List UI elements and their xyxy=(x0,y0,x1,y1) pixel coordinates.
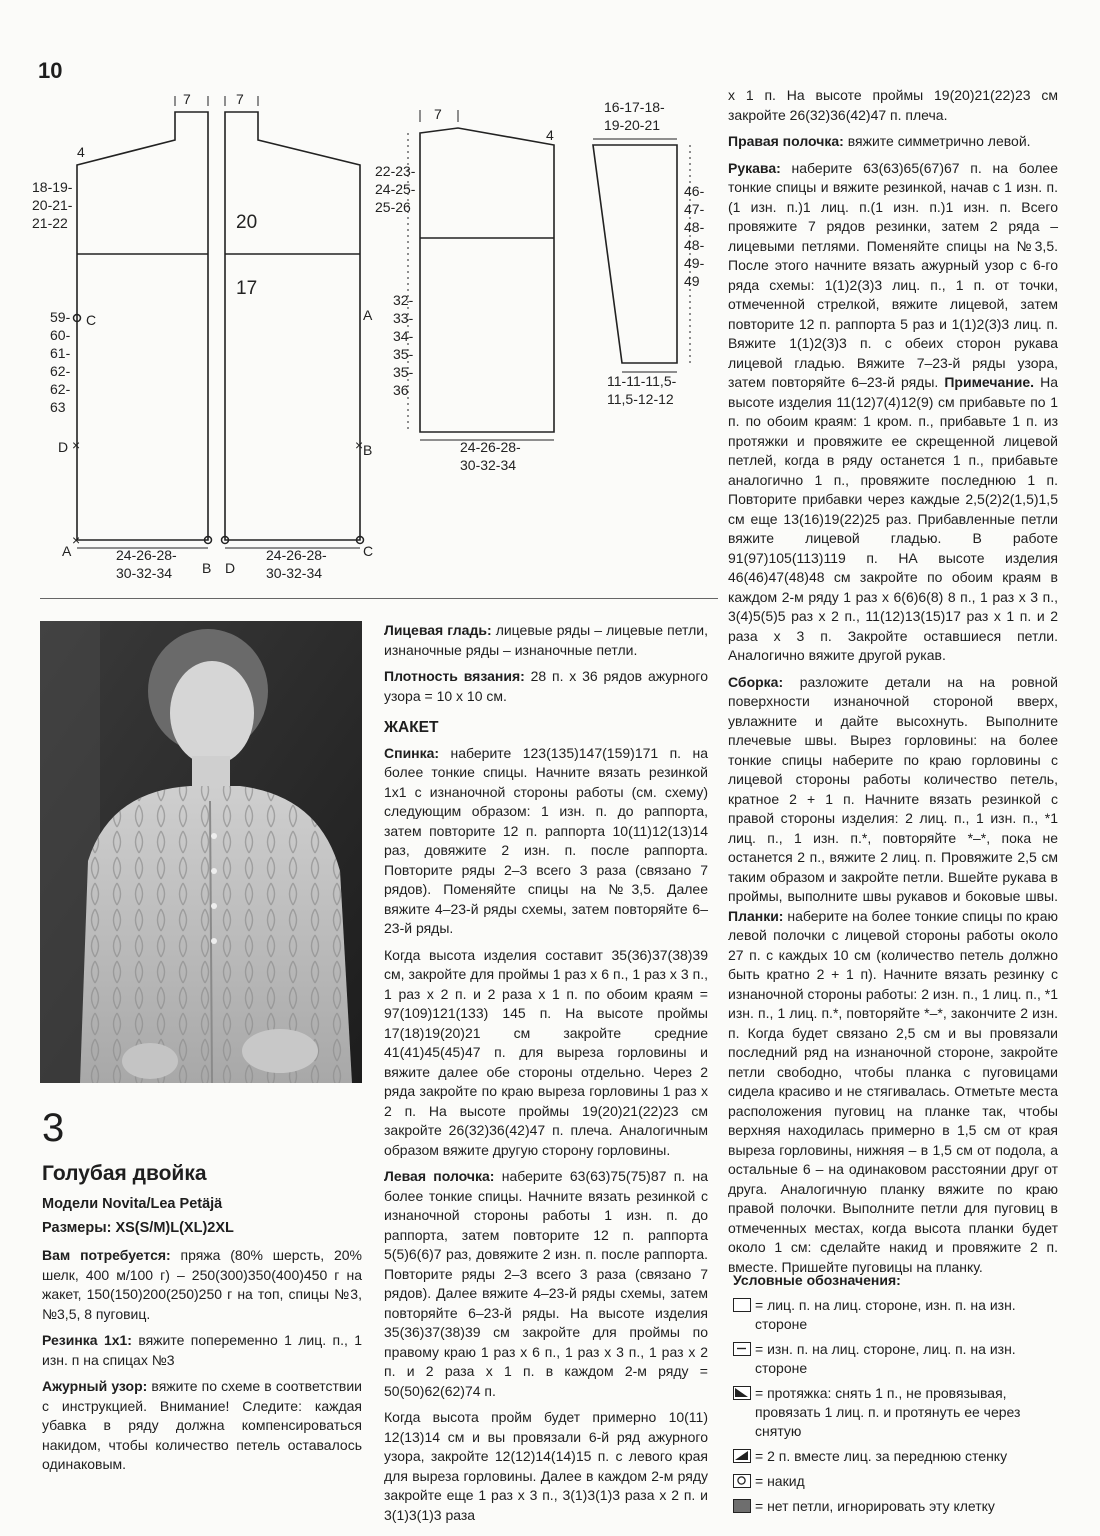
pattern-title: Голубая двойка xyxy=(42,1162,207,1185)
instructions-middle-column xyxy=(384,621,708,1532)
rib-paragraph: Резинка 1х1: вяжите попеременно 1 лиц. п., 1 изн. п на спицах №3 xyxy=(42,1332,362,1368)
marker-a-right-label: A xyxy=(363,307,373,323)
sleeve-length-2: 47- xyxy=(684,201,705,217)
legend-item: = изн. п. на лиц. стороне, лиц. п. на изн. стороне xyxy=(733,1340,1063,1378)
sleeve-top-2: 19-20-21 xyxy=(604,117,661,133)
marker-c-label: C xyxy=(86,312,97,328)
model-photo xyxy=(40,621,362,1083)
shoulder-slope-label: 4 xyxy=(77,144,85,160)
sleeve-outline xyxy=(593,145,677,363)
side-length-label-2: 60- xyxy=(50,327,71,343)
armhole-label-1: 18-19- xyxy=(32,179,73,195)
side-length-label-1: 59- xyxy=(50,309,71,325)
sleeve-bottom-2: 11,5-12-12 xyxy=(607,391,674,407)
left-front-paragraph: Левая полочка: наберите 63(63)75(75)87 п. на более тонкие спицы. Начните вязать резинкой с изнаночной стороны работы 1 изн. п. до раппорта, затем повторите 12 п. раппорта 5(5)6(6)7 раз, довяжите 2 изн. п. после раппорта. Повторите ряды 2–3 всего 3 раза (связано 7 рядов). Далее вяжите 4–23-й ряды схемы, затем повторяйте 6–23-й ряды. На высоте изделия 35(36)37(38)39 см закройте для проймы по правому краю 1 раз х 6 п., 1 раз х 3 п., 1 раз х 2 п. и 2 раза х 1 п. в каждом 2-м ряду = 50(50)62(62)74 п. xyxy=(384,1168,708,1399)
front-armhole-3: 25-26 xyxy=(375,199,411,215)
back-paragraph: Спинка: наберите 123(135)147(159)171 п. на более тонкие спицы. Начните вязать резинкой 1х1 с изнаночной стороны работы (см. схему) следующим образом: 1 изн. п. до раппорта, затем повторите 12 п. раппорта 10(11)12(13)14 раз, довяжите 2 изн. п. после раппорта. Повторите ряды 2–3 всего 3 раза (связано 7 рядов). Поменяйте спицы на №3,5. Далее вяжите 4–23-й ряды схемы, затем повторяйте 6–23-й ряды. xyxy=(384,744,708,936)
front-length-2: 33- xyxy=(393,310,414,326)
jacket-heading: ЖАКЕТ xyxy=(384,719,439,736)
legend-item: = накид xyxy=(733,1472,1063,1491)
back-bottom-width-3: 24-26-28- xyxy=(266,547,327,563)
sleeve-bottom-1: 11-11-11,5- xyxy=(607,373,677,389)
armhole-label-3: 21-22 xyxy=(32,215,68,231)
yarn-over-square-icon xyxy=(733,1474,751,1488)
front-outline xyxy=(420,128,554,432)
back-bottom-width-2: 30-32-34 xyxy=(116,565,173,581)
legend-title: Условные обозначения: xyxy=(733,1272,901,1288)
right-decrease-square-icon xyxy=(733,1449,751,1463)
marker-d-bottom-label: D xyxy=(225,560,236,576)
left-front-continued-paragraph: Когда высота пройм будет примерно 10(11) 12(13)14 см и вы провязали 6-й ряд ажурного узора, закройте 12(12)14(14)15 п. с левого края для выреза горловины. Далее в каждом 2-м ряду закройте еще 1 раз х 3 п., 3(1)3(1)3 раза х 2 п. и 3(1)3(1)3 раза xyxy=(384,1409,708,1523)
materials-column xyxy=(42,1246,362,1482)
front-armhole-1: 22-23- xyxy=(375,163,416,179)
lace-paragraph: Ажурный узор: вяжите по схеме в соответствии с инструкцией. Внимание! Следите: каждая убавка в ряду должна компенсироваться накидом, чтобы количество петель оставалось одинаковым. xyxy=(42,1378,363,1472)
back-right-outline xyxy=(225,112,360,540)
marker-b-right-label: B xyxy=(363,442,373,458)
front-neck-label: 7 xyxy=(434,106,442,122)
side-length-label-6: 63 xyxy=(50,399,66,415)
front-length-3: 34- xyxy=(393,328,414,344)
sleeve-top-1: 16-17-18- xyxy=(604,99,665,115)
upper-section-label: 20 xyxy=(236,212,258,233)
marker-b-bottom-label: B xyxy=(202,560,212,576)
materials-paragraph: Вам потребуется: пряжа (80% шерсть, 20% шелк, 400 м/100 г) – 250(300)350(400)450 г на жакет, 150(150)200(250)250 г на топ, спицы №3, №3,5, 8 пуговиц. xyxy=(42,1247,362,1322)
side-length-label-4: 62- xyxy=(50,363,71,379)
pattern-number: 3 xyxy=(42,1106,65,1150)
section-divider xyxy=(40,598,718,599)
marker-a-bottom-label: A xyxy=(62,543,72,559)
svg-text:×: × xyxy=(72,532,81,548)
stockinette-paragraph: Лицевая гладь: лицевые ряды – лицевые петли, изнаночные ряды – изнаночные петли. xyxy=(384,622,708,658)
front-length-1: 32- xyxy=(393,292,414,308)
marker-d-label: D xyxy=(58,439,69,455)
sleeve-length-5: 49- xyxy=(684,255,705,271)
left-decrease-square-icon xyxy=(733,1386,751,1400)
back-neck-right-label: 7 xyxy=(236,91,244,107)
front-length-4: 35- xyxy=(393,346,414,362)
back-continued-paragraph: Когда высота изделия составит 35(36)37(38)39 см, закройте для проймы 1 раз х 6 п., 1 раз х 3 п., 1 раз х 2 п. и 2 раза х 1 п. по обоим краям = 97(109)121(133) 145 п. На высоте проймы 17(18)19(20)21 см закройте средние 41(41)45(45)47 п. для выреза горловины и вяжите далее обе стороны отдельно. Через 2 ряда закройте по краю выреза горловины 1 раз х 2 п. На высоте проймы 19(20)21(22)23 см закройте 26(32)36(42)47 п. плеча. Аналогичным образом вяжите другую сторону горловины. xyxy=(384,946,708,1158)
sleeve-length-3: 48- xyxy=(684,219,705,235)
sleeve-length-6: 49 xyxy=(684,273,700,289)
no-stitch-square-icon xyxy=(733,1499,751,1513)
sleeve-length-1: 46- xyxy=(684,183,705,199)
side-length-label-5: 62- xyxy=(50,381,71,397)
front-armhole-2: 24-25- xyxy=(375,181,416,197)
back-neck-left-label: 7 xyxy=(183,91,191,107)
assembly-paragraph: Сборка: разложите детали на на ровной поверхности изнаночной стороной вверх, увлажните и дайте высохнуть. Выполните плечевые швы. Вырез горловины: на более тонкие спицы наберите по краю горловины с лицевой стороны работы количество петель, кратное 2 + 1 п. Начните вязать резинкой с правой стороны изделия: 2 лиц. п., 1 изн. п., *1 лиц. п., 1 изн. п.*, повторяйте *–*, пока не останется 2 п., вяжите 2 лиц. п. Провяжите 2,5 см таким образом и закройте петли. Вшейте рукава в проймы, выполните швы рукавов и боковые швы. Планки: наберите на более тонкие спицы по краю левой полочки с лицевой стороны работы около 27 п. с каждых 10 см (количество петель должно быть кратно 2 + 1 п). Начните вязать резинку с изнаночной стороны работы: 2 изн. п., 1 лиц. п., *1 изн. п., 1 лиц. п.*, повторяйте *–*, закончите 2 изн. п. Когда будет связано 2,5 см и вы провязали последний ряд на изнаночной стороне, закройте петли свободно, чтобы планка с пуговицами сидела красиво и не стягивалась. Отметьте места расположения пуговиц на планке так, чтобы верхняя находилась примерно в 1,5 см от края выреза горловины, нижняя – в 1,5 см от подола, а остальные 6 – на одинаковом расстоянии друг от друга. Аналогичную планку вяжите по краю правой полочки. Выполните петли для пуговиц в отмеченных местах, когда высота планки будет около 1 см: сделайте накид и провяжите 2 п. вместе. Пришейте пуговицы на планку. xyxy=(728,673,1058,1275)
page-number: 10 xyxy=(38,58,63,83)
right-front-paragraph: Правая полочка: вяжите симметрично левой. xyxy=(728,133,1031,149)
legend-item: = нет петли, игнорировать эту клетку xyxy=(733,1497,1063,1516)
armhole-label-2: 20-21- xyxy=(32,197,73,213)
pattern-designer: Модели Novita/Lea Petäjä xyxy=(42,1196,223,1212)
sleeve-length-4: 48- xyxy=(684,237,705,253)
instructions-right-column xyxy=(728,86,1058,1284)
empty-square-icon xyxy=(733,1298,751,1312)
dash-square-icon xyxy=(733,1342,751,1356)
front-length-5: 35- xyxy=(393,364,414,380)
pattern-sizes: Размеры: XS(S/M)L(XL)2XL xyxy=(42,1220,234,1236)
symbol-legend xyxy=(733,1272,1063,1522)
lower-section-label: 17 xyxy=(236,278,258,299)
front-bottom-width-1: 24-26-28- xyxy=(460,439,521,455)
front-length-6: 36 xyxy=(393,382,409,398)
back-bottom-width-1: 24-26-28- xyxy=(116,547,177,563)
back-left-outline xyxy=(77,112,208,540)
front-shoulder-label: 4 xyxy=(546,127,554,143)
sleeves-paragraph: Рукава: наберите 63(63)65(67)67 п. на более тонкие спицы и вяжите резинкой, начав с 1 изн. п. (1 изн. п.)1 лиц. п.(1 изн. п.)1 изн. п. Всего провяжите 7 рядов резинки, затем 2 ряда – лицевыми петлями. Поменяйте спицы на №3,5. После этого начните вязать ажурный узор с 6-го ряда схемы: 1(1)2(3)3 лиц. п., 1 п. от точки, отмеченной стрелкой, вяжите лицевой, затем повторите 12 п. раппорта 5 раз и 1(1)2(3)3 лиц. п. Вяжите 1(1)2(3)3 п. с обеих сторон рукава лицевой гладью. Вяжите 7–23-й ряды узора, затем повторяйте 6–23-й ряды. Примечание. На высоте изделия 11(12)7(4)12(9) см прибавьте по 1 п. по обоим краям: 1 кром. п., прибавьте 1 п. из протяжки и провяжите ее скрещенной лицевой петлей, когда в ряду останется 1 п., прибавьте аналогично 1 п., провяжите последнюю 1 п. Повторите прибавки через каждые 2,5(2)2(1,5)1,5 см еще 13(16)19(22)25 раз. Прибавленные петли вяжите лицевой гладью. В работе 91(97)105(113)119 п. НА высоте изделия 46(46)47(48)48 см закройте по обоим краям в каждом 2-м ряду 1 раз х 6(6)6(8) 8 п., 1 раз х 3 п., 3(4)5(5)5 раз х 2 п., 11(12)13(15)17 раз х 1 п. и 2 раза х 3 п. Закройте оставшиеся петли. Аналогично вяжите другой рукав. xyxy=(728,159,1058,663)
marker-c-bottom-label: C xyxy=(363,543,374,559)
svg-text:×: × xyxy=(72,437,81,453)
legend-item: = протяжка: снять 1 п., не провязывая, провязать 1 лиц. п. и протянуть ее через снятую xyxy=(733,1384,1063,1441)
front-bottom-width-2: 30-32-34 xyxy=(460,457,517,473)
neck-continued-paragraph: х 1 п. На высоте проймы 19(20)21(22)23 см закройте 26(32)36(42)47 п. плеча. xyxy=(728,87,1058,123)
gauge-paragraph: Плотность вязания: 28 п. х 36 рядов ажурного узора = 10 х 10 см. xyxy=(384,668,708,704)
legend-item: = лиц. п. на лиц. стороне, изн. п. на изн. стороне xyxy=(733,1296,1063,1334)
back-bottom-width-4: 30-32-34 xyxy=(266,565,323,581)
svg-text:×: × xyxy=(355,437,364,453)
side-length-label-3: 61- xyxy=(50,345,71,361)
legend-item: = 2 п. вместе лиц. за переднюю стенку xyxy=(733,1447,1063,1466)
